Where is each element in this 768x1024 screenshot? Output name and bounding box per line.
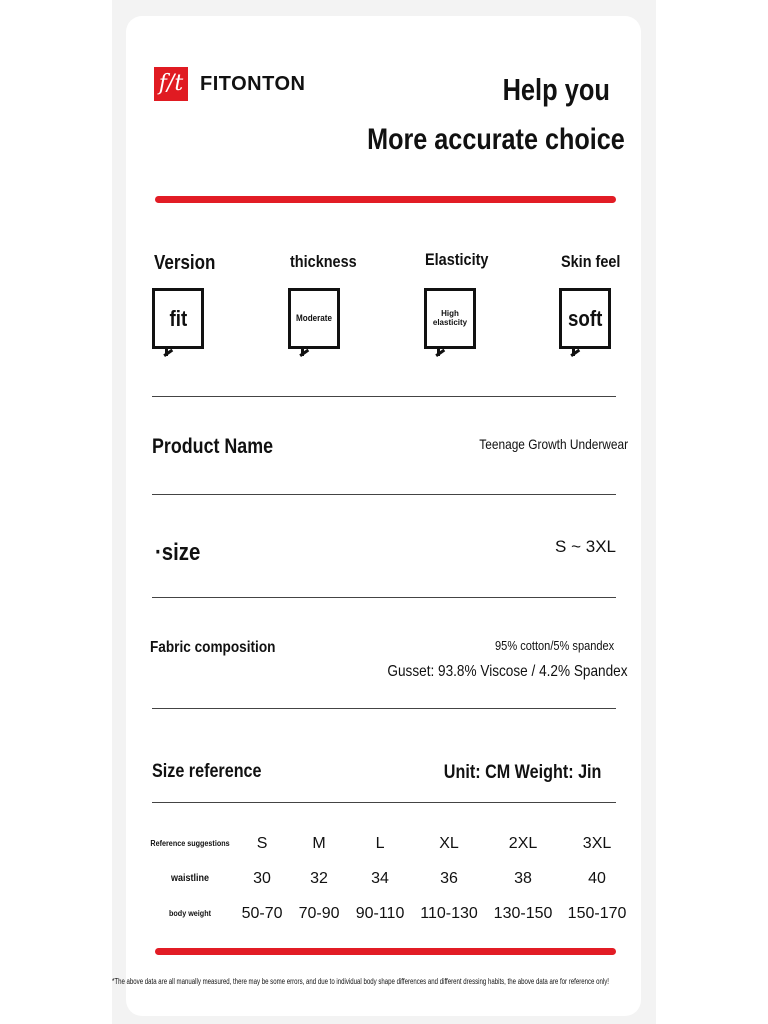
waistline-cell: 40 <box>588 869 606 887</box>
table-row <box>146 826 634 861</box>
size-cell: S <box>256 834 268 852</box>
waistline-cell: 38 <box>514 869 532 887</box>
attr-value-elasticity-line1: High <box>441 309 459 319</box>
headline-line-1: Help you <box>502 72 610 107</box>
row-header-waistline: waistline <box>171 873 210 884</box>
divider <box>152 708 616 709</box>
waistline-cell: 32 <box>310 869 328 887</box>
body-weight-cell: 150-170 <box>567 904 627 922</box>
divider <box>152 802 616 803</box>
speech-bubble-icon <box>559 288 611 349</box>
waistline-cell: 34 <box>371 869 389 887</box>
attr-value-version: fit <box>169 305 187 331</box>
size-reference-unit: Unit: CM Weight: Jin <box>443 762 601 783</box>
fabric-composition-label: Fabric composition <box>150 639 276 656</box>
size-label: ·size <box>155 539 201 566</box>
size-cell: 2XL <box>508 834 538 852</box>
disclaimer-footnote: *The above data are all manually measured, there may be some errors, and due to individual body shape differences and different dressing habits, the above data are for reference only! <box>112 977 609 986</box>
body-weight-cell: 50-70 <box>241 904 283 922</box>
fabric-composition-line-2: Gusset: 93.8% Viscose / 4.2% Spandex <box>387 663 628 680</box>
divider <box>152 494 616 495</box>
size-range-value: S ~ 3XL <box>555 537 616 556</box>
divider <box>152 396 616 397</box>
table-row <box>146 896 634 931</box>
size-reference-label: Size reference <box>152 761 262 782</box>
headline-line-2: More accurate choice <box>367 123 625 156</box>
size-cell: XL <box>439 834 459 852</box>
size-cell: L <box>375 834 385 852</box>
waistline-cell: 36 <box>440 869 458 887</box>
product-name-value: Teenage Growth Underwear <box>479 436 628 452</box>
attr-label-thickness: thickness <box>290 252 357 271</box>
attr-label-skin-feel: Skin feel <box>561 252 621 271</box>
brand-name: FITONTON <box>200 73 306 95</box>
top-red-divider <box>155 196 616 203</box>
size-chart-table <box>146 826 634 931</box>
speech-bubble-icon <box>152 288 204 349</box>
size-cell: 3XL <box>582 834 612 852</box>
size-cell: M <box>312 834 326 852</box>
fabric-composition-line-1: 95% cotton/5% spandex <box>494 638 614 653</box>
product-name-label: Product Name <box>152 435 274 458</box>
attr-label-version: Version <box>154 252 216 274</box>
brand-logo-icon: f/t <box>154 67 188 101</box>
attr-value-skin-feel: soft <box>567 305 603 331</box>
divider <box>152 597 616 598</box>
bottom-red-divider <box>155 948 616 955</box>
body-weight-cell: 130-150 <box>493 904 553 922</box>
speech-bubble-icon <box>288 288 340 349</box>
attr-value-thickness: Moderate <box>295 312 332 323</box>
body-weight-cell: 110-130 <box>420 904 478 922</box>
body-weight-cell: 70-90 <box>298 904 340 922</box>
attr-value-elasticity-line2: elasticity <box>432 317 468 327</box>
speech-bubble-icon <box>424 288 476 349</box>
attr-label-elasticity: Elasticity <box>425 250 489 269</box>
waistline-cell: 30 <box>253 869 271 887</box>
table-row <box>146 861 634 896</box>
row-header-body-weight: body weight <box>169 909 212 918</box>
body-weight-cell: 90-110 <box>355 904 405 922</box>
row-header-reference-suggestions: Reference suggestions <box>150 839 230 848</box>
